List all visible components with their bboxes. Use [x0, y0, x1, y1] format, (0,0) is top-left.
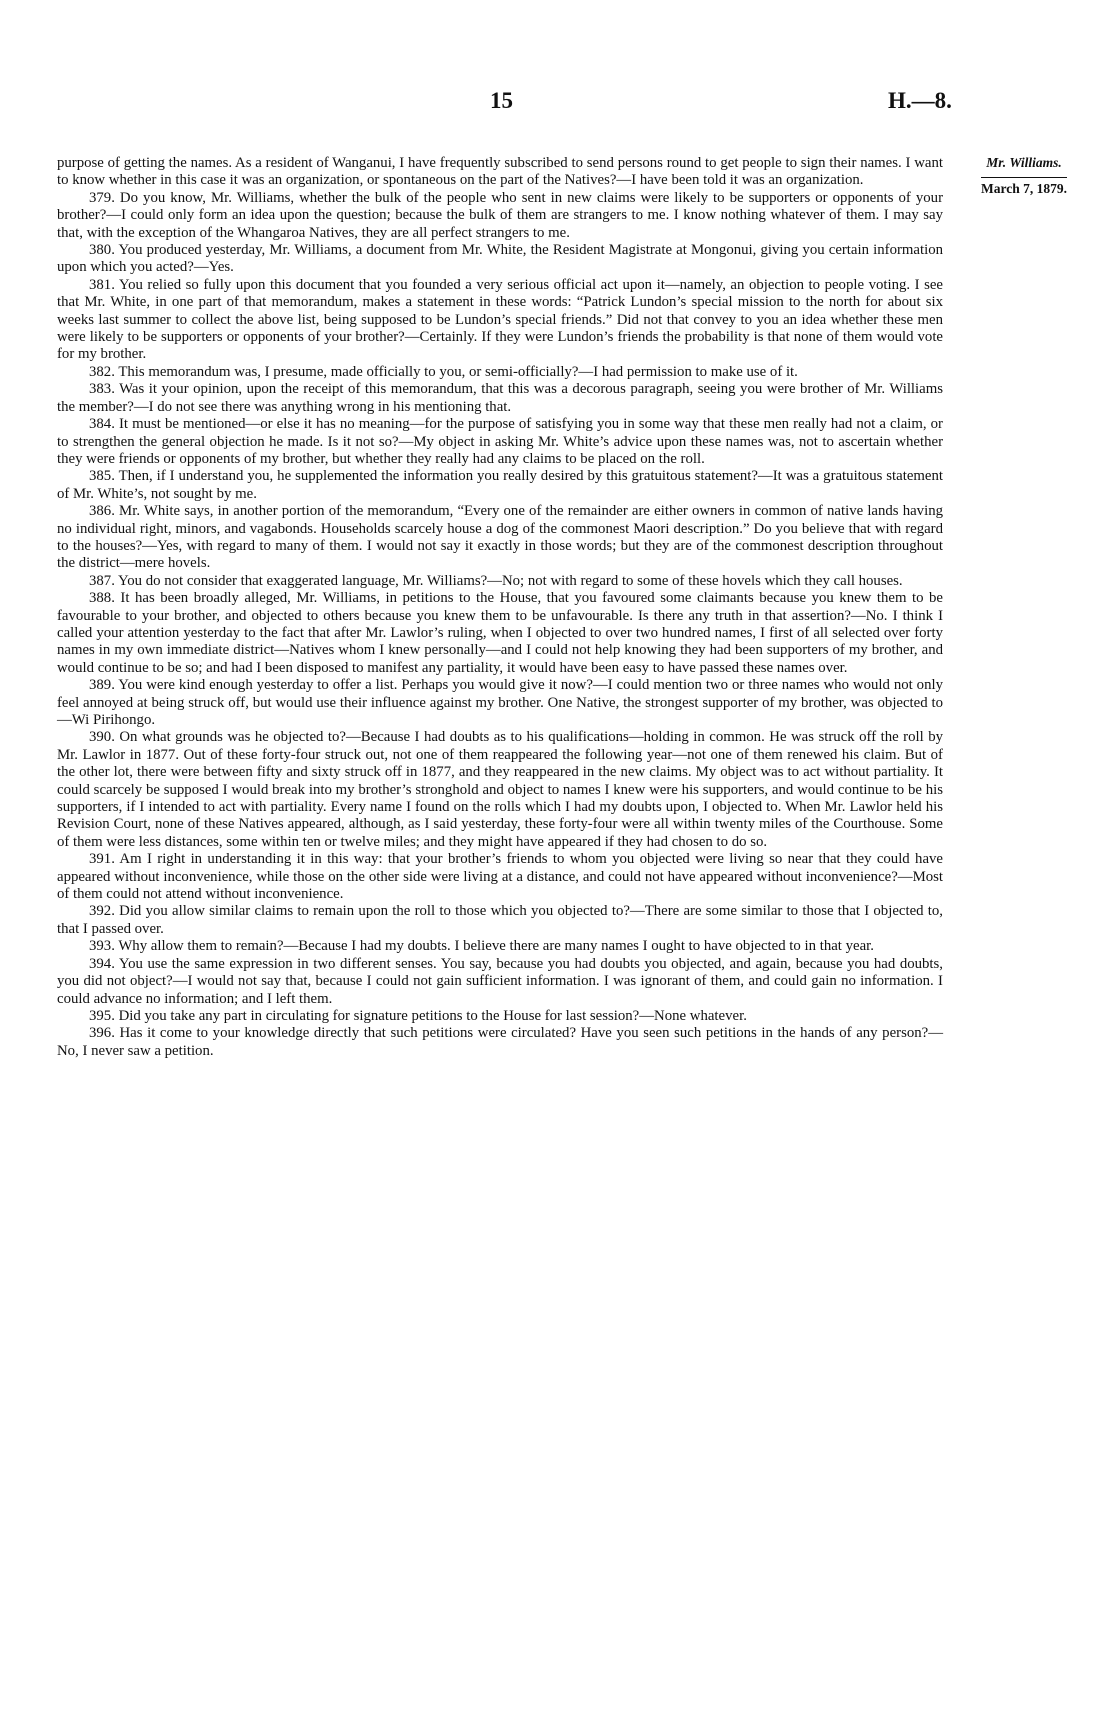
document-body: [57, 155, 943, 1060]
question-382: 382. This memorandum was, I presume, made officially to you, or semi-officially?—I had permission to make use of it.: [89, 363, 798, 380]
question-392: 392. Did you allow similar claims to remain upon the roll to those which you objected to?—There are some similar to those that I objected to, that I passed over.: [57, 903, 943, 937]
question-379: 379. Do you know, Mr. Williams, whether the bulk of the people who sent in new claims were likely to be supporters or opponents of your brother?—I could only form an idea upon the question; because the bulk of them are strangers to me. I know nothing whatever of them. I may say that, with the exception of the Whangaroa Natives, they are all perfect strangers to me.: [57, 189, 943, 241]
paragraph-continuation: purpose of getting the names. As a resident of Wanganui, I have frequently subscribed to send persons round to get people to sign their names. I want to know whether in this case it was an organization, or spontaneous on the part of the Natives?—I have been told it was an organization.: [57, 155, 943, 189]
question-389: 389. You were kind enough yesterday to offer a list. Perhaps you would give it now?—I could mention two or three names who would not only feel annoyed at being struck off, but would use their influence against my brother. One Native, the strongest supporter of my brother, was objected to—Wi Pirihongo.: [57, 677, 943, 728]
document-reference: H.—8.: [888, 88, 952, 113]
question-385: 385. Then, if I understand you, he supplemented the information you really desired by this gratuitous statement?—It was a gratuitous statement of Mr. White’s, not sought by me.: [57, 468, 943, 502]
question-384: 384. It must be mentioned—or else it has no meaning—for the purpose of satisfying you in some way that these men really had not a claim, or to strengthen the general objection he made. Is it not so?—My object in asking Mr. White’s advice upon these names was, not to ascertain whether they were friends or opponents of my brother, but whether they really had any claims to be placed on the roll.: [57, 416, 943, 467]
question-388: 388. It has been broadly alleged, Mr. Williams, in petitions to the House, that you favoured some claimants because you knew them to be favourable to your brother, and objected to others because you knew them to be unfavourable. Is there any truth in that assertion?—No. I think I called your attention yesterday to the fact that after Mr. Lawlor’s ruling, when I objected to over two hundred names, I first of all selected over forty names in my own immediate district—Natives whom I knew personally—and I could not help knowing they had been supporters of my brother, and would continue to be so; and had I been disposed to manifest any partiality, it would have been easy to have passed these names over.: [57, 590, 943, 676]
question-383: 383. Was it your opinion, upon the receipt of this memorandum, that this was a decorous paragraph, seeing you were brother of Mr. Williams the member?—I do not see there was anything wrong in his mentioning that.: [57, 381, 943, 415]
page-number: 15: [490, 88, 513, 113]
question-387: 387. You do not consider that exaggerated language, Mr. Williams?—No; not with regard to some of these hovels which they call houses.: [89, 572, 903, 589]
question-396: 396. Has it come to your knowledge directly that such petitions were circulated? Have you seen such petitions in the hands of any person?—No, I never saw a petition.: [57, 1025, 943, 1059]
question-391: 391. Am I right in understanding it in this way: that your brother’s friends to whom you objected were living so near that they could have appeared without inconvenience, while those on the other side were living at a distance, and could not have appeared without inconvenience?—Most of them could not attend without inconvenience.: [57, 851, 943, 903]
question-393: 393. Why allow them to remain?—Because I had my doubts. I believe there are many names I ought to have objected to in that year.: [89, 938, 874, 955]
question-386: 386. Mr. White says, in another portion of the memorandum, “Every one of the remainder are either owners in common of native lands having no individual right, minors, and vagabonds. Households scarcely house a dog of the commonest Maori description.” Do you believe that with regard to the houses?—Yes, with regard to many of them. I would not say it exactly in those words; but they are of the commonest description throughout the district—mere hovels.: [57, 503, 943, 572]
testimony-date: March 7, 1879.: [981, 177, 1067, 199]
question-395: 395. Did you take any part in circulating for signature petitions to the House for last session?—None whatever.: [89, 1007, 747, 1024]
question-394: 394. You use the same expression in two different senses. You say, because you had doubts you objected, and again, because you had doubts, you did not object?—I would not say that, because I could not gain sufficient information. I was ignorant of them, and could gain no information. I could advance no information; and I left them.: [57, 955, 943, 1007]
margin-note: [964, 153, 1084, 199]
witness-name: Mr. Williams.: [986, 155, 1062, 170]
question-380: 380. You produced yesterday, Mr. Williams, a document from Mr. White, the Resident Magistrate at Mongonui, giving you certain information upon which you acted?—Yes.: [57, 242, 943, 276]
question-390: 390. On what grounds was he objected to?—Because I had doubts as to his qualifications—holding in common. He was struck off the roll by Mr. Lawlor in 1877. Out of these forty-four struck out, not one of them reappeared the following year—not one of them renewed his claim. But of the other lot, there were between fifty and sixty struck off in 1877, and they reappeared in the new claims. My object was to act without partiality. It could scarcely be supposed I would break into my brother’s stronghold and object to names I knew were his supporters, and would continue to be his supporters, if I intended to act with partiality. Every name I found on the rolls which I had my doubts upon, I objected to. When Mr. Lawlor held his Revision Court, none of these Natives appeared, although, as I said yesterday, these forty-four were all within twenty miles of the Courthouse. Some of them were less distances, some within ten or twelve miles; and they might have appeared if they had chosen to do so.: [57, 729, 943, 850]
question-381: 381. You relied so fully upon this document that you founded a very serious official act upon it—namely, an objection to people voting. I see that Mr. White, in one part of that memorandum, makes a statement in these words: “Patrick Lundon’s special mission to the north for about six weeks last summer to collect the above list, being supposed to be Lundon’s special friends.” Did not that convey to you an idea whether these men were likely to be supporters or opponents of your brother?—Certainly. If they were Lundon’s friends the probability is that none of them would vote for my brother.: [57, 276, 943, 363]
page-header: [0, 88, 1114, 118]
